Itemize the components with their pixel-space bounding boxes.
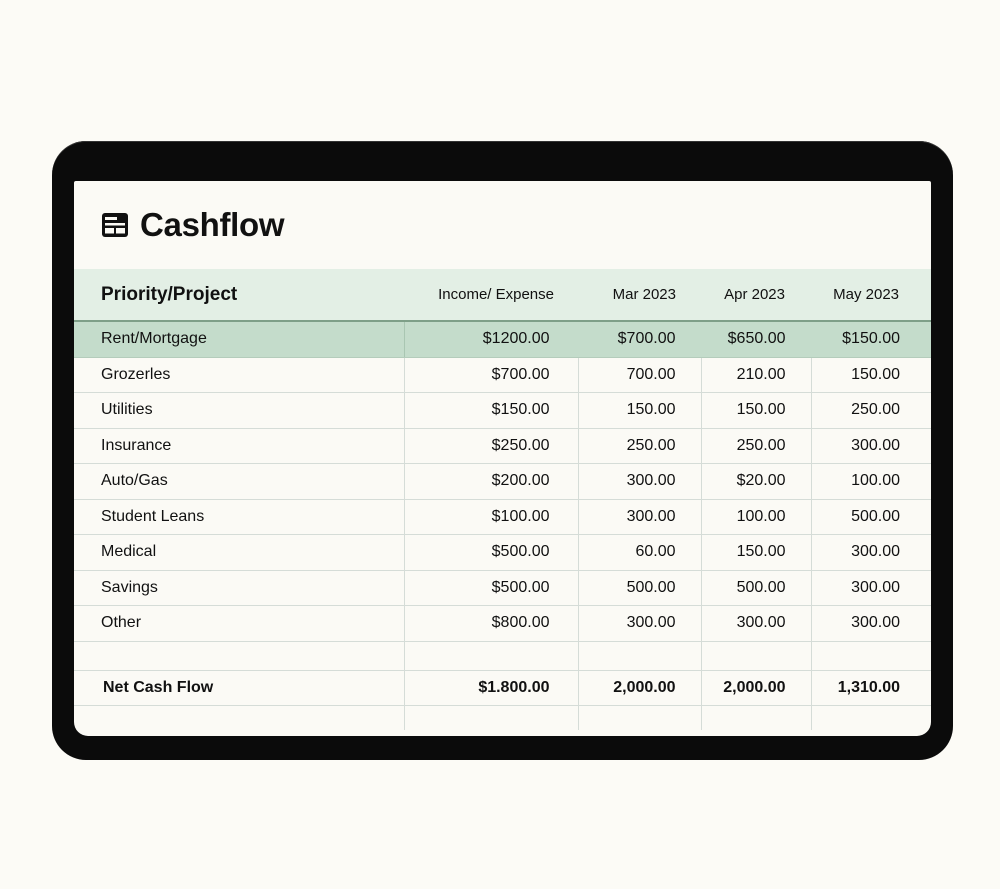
empty-cell[interactable] — [811, 705, 931, 730]
apr-2023-cell[interactable]: 300.00 — [701, 606, 811, 642]
income-expense-cell[interactable]: $800.00 — [404, 606, 578, 642]
apr-2023-cell[interactable]: $650.00 — [701, 321, 811, 357]
mar-2023-cell[interactable]: 250.00 — [578, 428, 701, 464]
mar-2023-cell[interactable]: 300.00 — [578, 499, 701, 535]
income-expense-cell[interactable]: $200.00 — [404, 464, 578, 500]
column-header-may-2023[interactable]: May 2023 — [811, 269, 931, 321]
income-expense-cell[interactable]: $250.00 — [404, 428, 578, 464]
empty-row[interactable] — [74, 641, 931, 670]
income-expense-cell[interactable]: $700.00 — [404, 357, 578, 393]
income-expense-cell[interactable]: $500.00 — [404, 535, 578, 571]
empty-cell[interactable] — [701, 705, 811, 730]
income-expense-cell[interactable]: $100.00 — [404, 499, 578, 535]
row-label[interactable]: Savings — [74, 570, 404, 606]
income-expense-cell[interactable]: $500.00 — [404, 570, 578, 606]
total-label[interactable]: Net Cash Flow — [74, 670, 404, 705]
empty-cell[interactable] — [404, 641, 578, 670]
mar-2023-cell[interactable]: 300.00 — [578, 464, 701, 500]
may-2023-cell[interactable]: 300.00 — [811, 428, 931, 464]
row-label[interactable]: Medical — [74, 535, 404, 571]
apr-2023-cell[interactable]: 250.00 — [701, 428, 811, 464]
mar-2023-cell[interactable]: $700.00 — [578, 321, 701, 357]
empty-cell[interactable] — [701, 641, 811, 670]
apr-2023-cell[interactable]: 100.00 — [701, 499, 811, 535]
page-header — [102, 205, 284, 245]
apr-2023-cell[interactable]: $20.00 — [701, 464, 811, 500]
may-2023-cell[interactable]: 300.00 — [811, 535, 931, 571]
may-2023-total-cell[interactable]: 1,310.00 — [811, 670, 931, 705]
may-2023-cell[interactable]: $150.00 — [811, 321, 931, 357]
table-row-rent-mortgage[interactable] — [74, 321, 931, 357]
empty-cell[interactable] — [578, 705, 701, 730]
row-label[interactable]: Other — [74, 606, 404, 642]
empty-cell[interactable] — [578, 641, 701, 670]
may-2023-cell[interactable]: 500.00 — [811, 499, 931, 535]
income-expense-cell[interactable]: $150.00 — [404, 393, 578, 429]
empty-cell[interactable] — [811, 641, 931, 670]
tablet-frame — [52, 141, 953, 760]
table-row-auto-gas[interactable] — [74, 464, 931, 500]
column-header-income-expense[interactable]: Income/ Expense — [404, 269, 578, 321]
may-2023-cell[interactable]: 250.00 — [811, 393, 931, 429]
apr-2023-cell[interactable]: 210.00 — [701, 357, 811, 393]
table-row-medical[interactable] — [74, 535, 931, 571]
column-header-apr-2023[interactable]: Apr 2023 — [701, 269, 811, 321]
row-label[interactable]: Insurance — [74, 428, 404, 464]
mar-2023-cell[interactable]: 300.00 — [578, 606, 701, 642]
table-row-utilities[interactable] — [74, 393, 931, 429]
row-label[interactable]: Auto/Gas — [74, 464, 404, 500]
apr-2023-cell[interactable]: 150.00 — [701, 535, 811, 571]
table-row-savings[interactable] — [74, 570, 931, 606]
may-2023-cell[interactable]: 300.00 — [811, 606, 931, 642]
may-2023-cell[interactable]: 150.00 — [811, 357, 931, 393]
table-row-other[interactable] — [74, 606, 931, 642]
row-label[interactable]: Rent/Mortgage — [74, 321, 404, 357]
mar-2023-cell[interactable]: 700.00 — [578, 357, 701, 393]
cashflow-table — [74, 269, 931, 730]
apr-2023-total-cell[interactable]: 2,000.00 — [701, 670, 811, 705]
column-header-mar-2023[interactable]: Mar 2023 — [578, 269, 701, 321]
may-2023-cell[interactable]: 100.00 — [811, 464, 931, 500]
document-icon — [102, 213, 128, 237]
apr-2023-cell[interactable]: 150.00 — [701, 393, 811, 429]
page-title: Cashflow — [140, 206, 285, 243]
row-label[interactable]: Grozerles — [74, 357, 404, 393]
apr-2023-cell[interactable]: 500.00 — [701, 570, 811, 606]
may-2023-cell[interactable]: 300.00 — [811, 570, 931, 606]
mar-2023-cell[interactable]: 60.00 — [578, 535, 701, 571]
empty-cell[interactable] — [74, 705, 404, 730]
column-header-priority-project[interactable]: Priority/Project — [74, 269, 404, 321]
table-row-insurance[interactable] — [74, 428, 931, 464]
income-expense-cell[interactable]: $1200.00 — [404, 321, 578, 357]
income-expense-total-cell[interactable]: $1.800.00 — [404, 670, 578, 705]
table-row-net-cash-flow[interactable] — [74, 670, 931, 705]
mar-2023-total-cell[interactable]: 2,000.00 — [578, 670, 701, 705]
table-row-student-loans[interactable] — [74, 499, 931, 535]
table-row-groceries[interactable] — [74, 357, 931, 393]
empty-cell[interactable] — [74, 641, 404, 670]
mar-2023-cell[interactable]: 150.00 — [578, 393, 701, 429]
empty-row[interactable] — [74, 705, 931, 730]
empty-cell[interactable] — [404, 705, 578, 730]
screen — [74, 181, 931, 736]
row-label[interactable]: Student Leans — [74, 499, 404, 535]
table-header-row — [74, 269, 931, 321]
row-label[interactable]: Utilities — [74, 393, 404, 429]
mar-2023-cell[interactable]: 500.00 — [578, 570, 701, 606]
